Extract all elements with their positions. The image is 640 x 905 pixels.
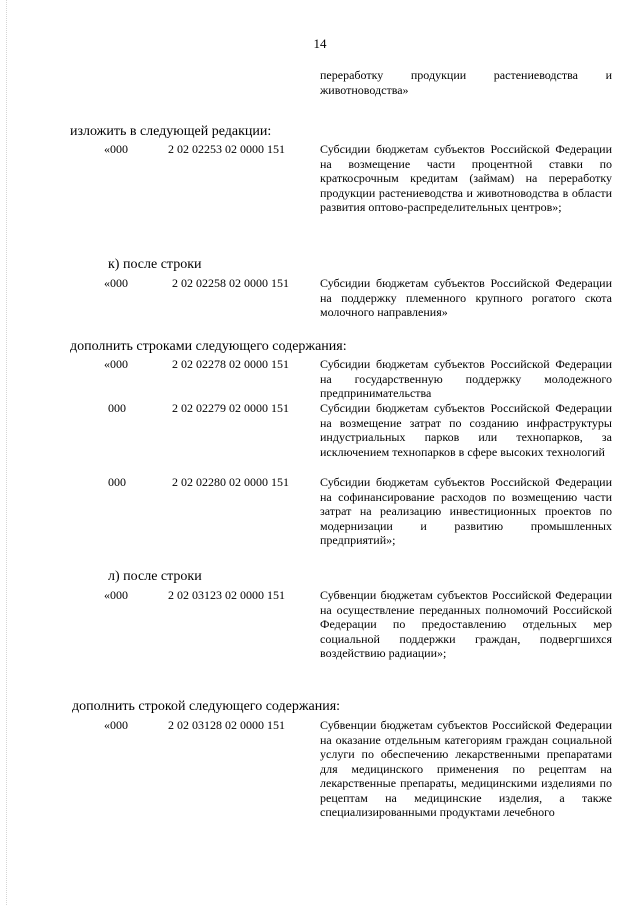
row-code: 2 02 02280 02 0000 151 xyxy=(172,475,289,489)
row-description: Субсидии бюджетам субъектов Российской Федерации на возмещение затрат по созданию инфраструктуры индустриальных парков или технопарков, за исключением технопарков в сфере высоких технологий xyxy=(320,401,612,459)
instruction-add-row: дополнить строкой следующего содержания: xyxy=(72,699,341,714)
row-prefix: «000 xyxy=(104,588,128,602)
row-code: 2 02 03128 02 0000 151 xyxy=(168,718,285,732)
row-description: Субсидии бюджетам субъектов Российской Федерации на софинансирование расходов по возмещению части затрат на реализацию инвестиционных проектов по модернизации и развитию промышленных предприятий»; xyxy=(320,475,612,547)
row-description: Субсидии бюджетам субъектов Российской Федерации на поддержку племенного крупного рогатого скота молочного направления» xyxy=(320,276,612,319)
row-prefix: «000 xyxy=(104,718,128,732)
row-description: Субсидии бюджетам субъектов Российской Федерации на государственную поддержку молодежного предпринимательства xyxy=(320,357,612,400)
instruction-edit: изложить в следующей редакции: xyxy=(70,124,272,139)
row-prefix: «000 xyxy=(104,357,128,371)
row-code: 2 02 02279 02 0000 151 xyxy=(172,401,289,415)
instruction-add-rows: дополнить строками следующего содержания: xyxy=(70,339,347,354)
row-prefix: «000 xyxy=(104,142,128,156)
row-code: 2 02 03123 02 0000 151 xyxy=(168,588,285,602)
page-number: 14 xyxy=(313,36,327,51)
row-prefix: 000 xyxy=(108,475,126,489)
row-prefix: «000 xyxy=(104,276,128,290)
instruction-after-row-l: л) после строки xyxy=(108,569,202,584)
row-description: Субвенции бюджетам субъектов Российской Федерации на оказание отдельным категориям граждан социальной услуги по обеспечению лекарственными препаратами для медицинского применения по рецептам на лекарственные препараты, медицинскими изделиями по рецептам на медицинские изделия, а также специализированными продуктами лечебного xyxy=(320,718,612,819)
instruction-after-row-k: к) после строки xyxy=(108,257,202,272)
continuation-text: переработку продукции растениеводства и животноводства» xyxy=(320,68,612,97)
row-code: 2 02 02278 02 0000 151 xyxy=(172,357,289,371)
scan-margin-line xyxy=(6,0,7,905)
row-description: Субсидии бюджетам субъектов Российской Федерации на возмещение части процентной ставки по краткосрочным кредитам (займам) на переработку продукции растениеводства и животноводства в области развития оптово-распределительных центров»; xyxy=(320,142,612,214)
row-code: 2 02 02258 02 0000 151 xyxy=(172,276,289,290)
row-description: Субвенции бюджетам субъектов Российской Федерации на осуществление переданных полномочий Российской Федерации по предоставлению отдельных мер социальной поддержки граждан, подвергшихся воздействию радиации»; xyxy=(320,588,612,660)
row-prefix: 000 xyxy=(108,401,126,415)
row-code: 2 02 02253 02 0000 151 xyxy=(168,142,285,156)
